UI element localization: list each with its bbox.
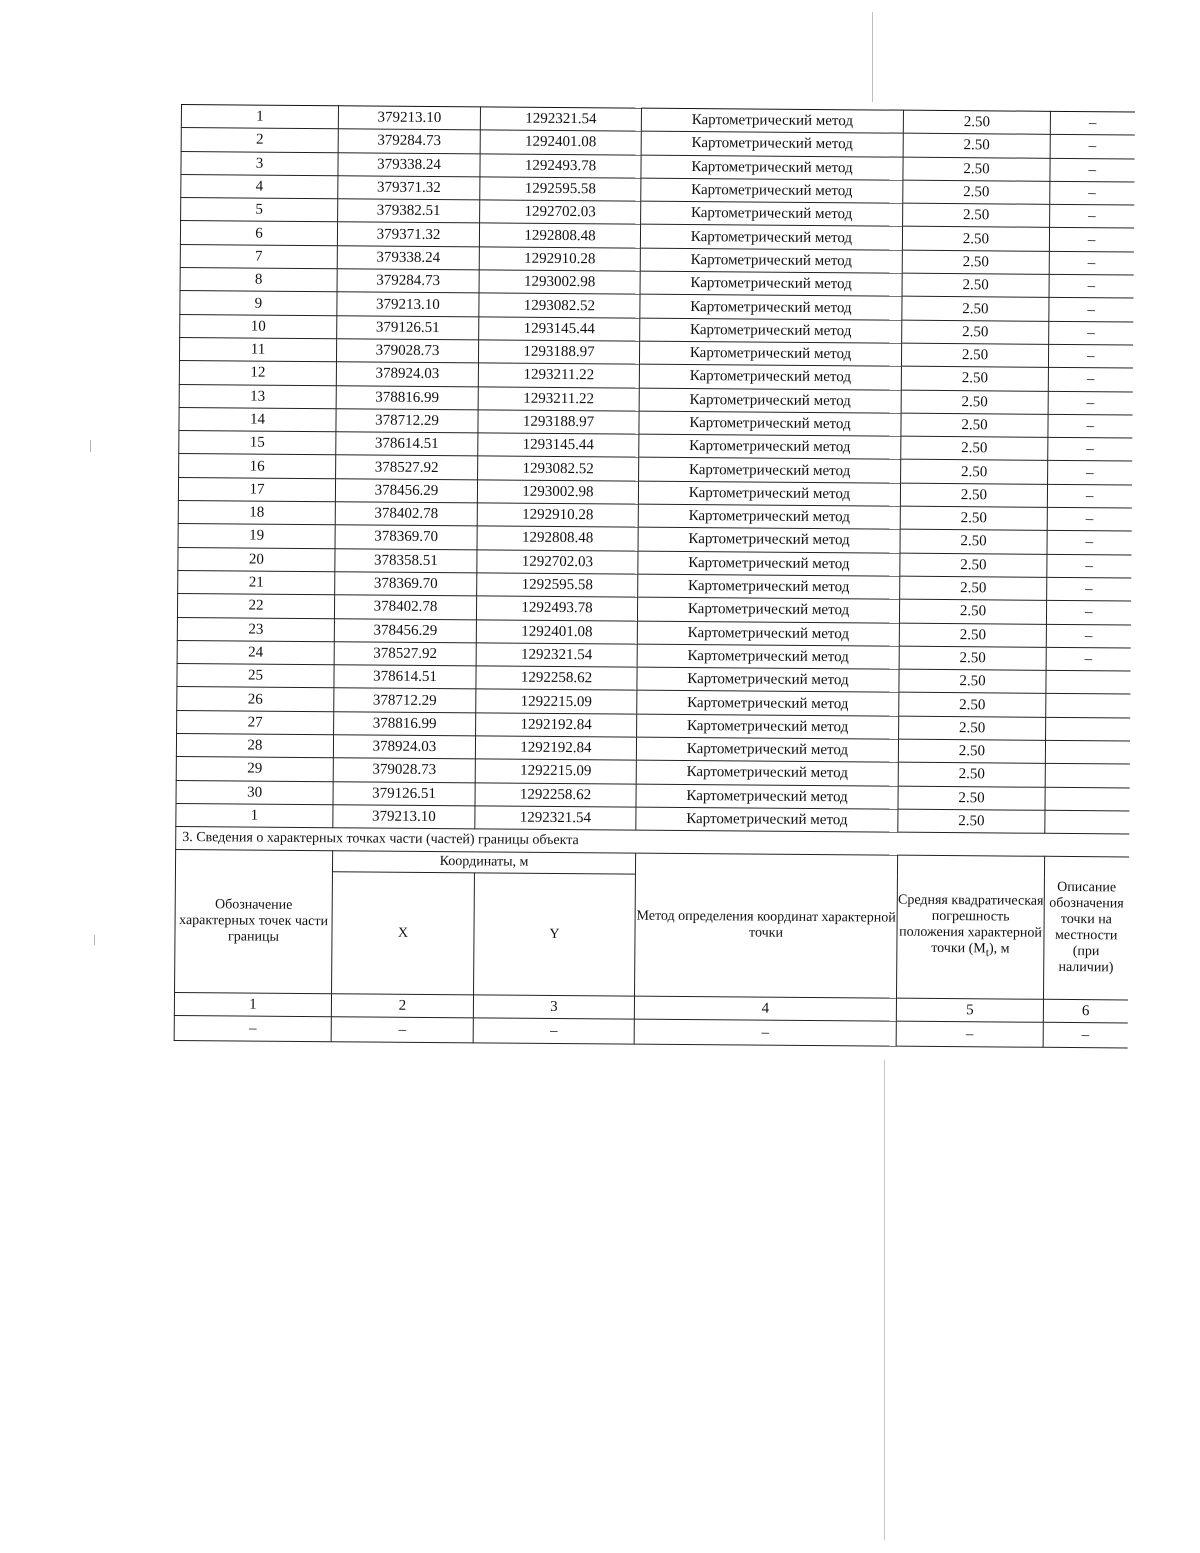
x-coordinate-cell: 378614.51: [336, 432, 478, 456]
method-cell: Картометрический метод: [641, 178, 903, 203]
coordinates-header: Координаты, м: [332, 851, 635, 874]
error-header-subscript: t: [985, 946, 990, 960]
point-number-cell: 30: [176, 780, 333, 805]
error-cell: 2.50: [903, 157, 1050, 181]
description-cell: –: [1050, 158, 1134, 182]
error-cell: 2.50: [899, 693, 1046, 717]
description-cell: –: [1046, 647, 1130, 671]
description-cell: –: [1048, 344, 1132, 368]
y-header: Y: [474, 873, 636, 996]
y-coordinate-cell: 1293188.97: [478, 410, 639, 435]
y-coordinate-cell: 1293082.52: [478, 456, 639, 481]
x-coordinate-cell: 379284.73: [338, 129, 480, 153]
value-cell: –: [331, 1017, 473, 1043]
method-cell: Картометрический метод: [637, 691, 899, 716]
points-table: [175, 104, 1134, 835]
point-number-cell: 1: [176, 803, 333, 828]
method-cell: Картометрический метод: [640, 248, 902, 273]
scan-artifact: [90, 440, 91, 452]
point-number-cell: 26: [177, 687, 334, 712]
point-number-cell: 7: [180, 244, 337, 269]
x-coordinate-cell: 379284.73: [337, 269, 479, 293]
column-number: 3: [473, 995, 634, 1019]
error-cell: 2.50: [900, 530, 1047, 554]
y-coordinate-cell: 1293002.98: [479, 270, 640, 295]
y-coordinate-cell: 1292258.62: [475, 782, 636, 807]
x-coordinate-cell: 378369.70: [335, 525, 477, 549]
description-cell: –: [1048, 391, 1132, 415]
x-coordinate-cell: 379338.24: [337, 246, 479, 270]
error-cell: 2.50: [902, 250, 1049, 274]
description-cell: –: [1050, 111, 1134, 135]
scan-artifact: [872, 12, 873, 102]
designation-header: Обозначение характерных точек части границы: [175, 850, 333, 994]
x-coordinate-cell: 379213.10: [333, 805, 475, 829]
error-cell: 2.50: [898, 762, 1045, 786]
error-header-text: Средняя квадратическая погрешность положения характерной точки (M: [897, 892, 1044, 957]
value-cell: –: [473, 1018, 634, 1044]
value-cell: –: [634, 1019, 896, 1046]
point-number-cell: 5: [181, 198, 338, 223]
point-number-cell: 10: [180, 314, 337, 339]
y-coordinate-cell: 1292493.78: [480, 153, 641, 178]
y-coordinate-cell: 1292702.03: [480, 200, 641, 225]
method-cell: Картометрический метод: [637, 597, 899, 622]
x-coordinate-cell: 378402.78: [334, 595, 476, 619]
description-cell: –: [1049, 274, 1133, 298]
x-coordinate-cell: 378527.92: [336, 455, 478, 479]
y-coordinate-cell: 1292808.48: [479, 223, 640, 248]
point-number-cell: 12: [179, 361, 336, 386]
method-cell: Картометрический метод: [639, 411, 901, 436]
description-cell: –: [1047, 531, 1131, 555]
method-cell: Картометрический метод: [639, 388, 901, 413]
method-cell: Картометрический метод: [638, 527, 900, 552]
x-coordinate-cell: 379213.10: [337, 292, 479, 316]
error-cell: 2.50: [901, 366, 1048, 390]
method-cell: Картометрический метод: [637, 667, 899, 692]
column-number: 5: [896, 998, 1043, 1022]
error-cell: 2.50: [900, 553, 1047, 577]
x-coordinate-cell: 378456.29: [334, 618, 476, 642]
x-coordinate-cell: 379126.51: [333, 781, 475, 805]
y-coordinate-cell: 1293145.44: [478, 433, 639, 458]
error-cell: 2.50: [903, 110, 1050, 134]
method-cell: Картометрический метод: [639, 434, 901, 459]
error-cell: 2.50: [900, 483, 1047, 507]
method-cell: Картометрический метод: [640, 271, 902, 296]
description-cell: –: [1049, 251, 1133, 275]
section-3-title: 3. Сведения о характерных точках части (частей) границы объекта: [175, 827, 1128, 856]
y-coordinate-cell: 1292401.08: [480, 130, 641, 155]
y-coordinate-cell: 1292595.58: [477, 573, 638, 598]
value-cell: –: [1043, 1023, 1127, 1049]
description-cell: –: [1047, 484, 1131, 508]
error-cell: 2.50: [899, 669, 1046, 693]
method-cell: Картометрический метод: [641, 108, 903, 133]
error-cell: 2.50: [898, 809, 1045, 833]
error-cell: 2.50: [903, 203, 1050, 227]
y-coordinate-cell: 1292321.54: [480, 107, 641, 132]
description-cell: –: [1049, 321, 1133, 345]
method-cell: Картометрический метод: [636, 737, 898, 762]
description-cell: [1045, 764, 1129, 788]
point-number-cell: 23: [177, 617, 334, 642]
description-cell: –: [1049, 298, 1133, 322]
method-cell: Картометрический метод: [640, 294, 902, 319]
description-cell: [1046, 694, 1130, 718]
point-number-cell: 6: [180, 221, 337, 246]
method-cell: Картометрический метод: [638, 574, 900, 599]
description-cell: [1045, 810, 1129, 834]
x-coordinate-cell: 378456.29: [335, 478, 477, 502]
y-coordinate-cell: 1292215.09: [476, 689, 637, 714]
method-cell: Картометрический метод: [636, 784, 898, 809]
scan-artifact: [94, 935, 95, 945]
point-number-cell: 13: [179, 384, 336, 409]
y-coordinate-cell: 1292215.09: [475, 759, 636, 784]
y-coordinate-cell: 1292321.54: [475, 806, 636, 831]
point-number-cell: 11: [179, 337, 336, 362]
method-cell: Картометрический метод: [636, 807, 898, 832]
error-cell: 2.50: [902, 227, 1049, 251]
method-cell: Картометрический метод: [638, 504, 900, 529]
error-header: [896, 855, 1044, 999]
method-cell: Картометрический метод: [640, 225, 902, 250]
description-cell: –: [1048, 414, 1132, 438]
x-coordinate-cell: 379028.73: [333, 758, 475, 782]
point-number-cell: 25: [177, 664, 334, 689]
description-cell: –: [1047, 577, 1131, 601]
y-coordinate-cell: 1293188.97: [478, 340, 639, 365]
point-number-cell: 8: [180, 268, 337, 293]
error-cell: 2.50: [901, 390, 1048, 414]
description-cell: –: [1048, 437, 1132, 461]
x-coordinate-cell: 378712.29: [336, 409, 478, 433]
point-number-cell: 22: [177, 594, 334, 619]
error-cell: 2.50: [901, 413, 1048, 437]
x-coordinate-cell: 378816.99: [336, 385, 478, 409]
method-header: Метод определения координат характерной точки: [635, 853, 898, 998]
point-number-cell: 28: [176, 734, 333, 759]
method-cell: Картометрический метод: [640, 318, 902, 343]
column-number: 2: [331, 994, 473, 1018]
method-cell: Картометрический метод: [637, 714, 899, 739]
x-coordinate-cell: 379382.51: [338, 199, 480, 223]
description-cell: –: [1047, 554, 1131, 578]
x-coordinate-cell: 378924.03: [336, 362, 478, 386]
point-number-cell: 14: [179, 407, 336, 432]
error-cell: 2.50: [899, 599, 1046, 623]
y-coordinate-cell: 1292910.28: [479, 247, 640, 272]
column-number: 1: [174, 993, 331, 1017]
column-number: 6: [1043, 1000, 1127, 1024]
column-number: 4: [634, 996, 896, 1021]
error-cell: 2.50: [899, 716, 1046, 740]
document-sheet: [174, 104, 1134, 1049]
point-number-cell: 15: [179, 431, 336, 456]
x-header: X: [332, 872, 475, 995]
x-coordinate-cell: 378614.51: [334, 665, 476, 689]
x-coordinate-cell: 378816.99: [334, 711, 476, 735]
method-cell: Картометрический метод: [641, 131, 903, 156]
point-number-cell: 29: [176, 757, 333, 782]
y-coordinate-cell: 1292808.48: [477, 526, 638, 551]
y-coordinate-cell: 1292493.78: [476, 596, 637, 621]
error-cell: 2.50: [898, 739, 1045, 763]
y-coordinate-cell: 1292401.08: [476, 619, 637, 644]
description-cell: –: [1048, 368, 1132, 392]
value-cell: –: [896, 1021, 1043, 1047]
y-coordinate-cell: 1293082.52: [479, 293, 640, 318]
point-number-cell: 20: [178, 547, 335, 572]
error-cell: 2.50: [902, 273, 1049, 297]
method-cell: Картометрический метод: [639, 341, 901, 366]
x-coordinate-cell: 378924.03: [333, 735, 475, 759]
y-coordinate-cell: 1292321.54: [476, 643, 637, 668]
description-cell: [1045, 740, 1129, 764]
y-coordinate-cell: 1293145.44: [479, 317, 640, 342]
x-coordinate-cell: 379126.51: [337, 315, 479, 339]
error-cell: 2.50: [899, 646, 1046, 670]
error-header-unit: ), м: [988, 941, 1010, 957]
x-coordinate-cell: 378712.29: [334, 688, 476, 712]
description-cell: –: [1050, 135, 1134, 159]
method-cell: Картометрический метод: [638, 551, 900, 576]
method-cell: Картометрический метод: [637, 644, 899, 669]
method-cell: Картометрический метод: [636, 760, 898, 785]
x-coordinate-cell: 379371.32: [338, 176, 480, 200]
scan-artifact: [884, 1060, 885, 1540]
x-coordinate-cell: 379213.10: [338, 106, 480, 130]
error-cell: 2.50: [901, 460, 1048, 484]
error-cell: 2.50: [901, 343, 1048, 367]
method-cell: Картометрический метод: [641, 201, 903, 226]
x-coordinate-cell: 378369.70: [335, 572, 477, 596]
y-coordinate-cell: 1292910.28: [477, 503, 638, 528]
y-coordinate-cell: 1293211.22: [478, 363, 639, 388]
y-coordinate-cell: 1292192.84: [476, 713, 637, 738]
y-coordinate-cell: 1293211.22: [478, 386, 639, 411]
points-table-body: [176, 105, 1135, 835]
point-number-cell: 27: [177, 710, 334, 735]
error-cell: 2.50: [900, 506, 1047, 530]
method-cell: Картометрический метод: [641, 155, 903, 180]
point-number-cell: 1: [181, 105, 338, 130]
point-number-cell: 24: [177, 640, 334, 665]
method-cell: Картометрический метод: [639, 458, 901, 483]
point-number-cell: 18: [178, 501, 335, 526]
method-cell: Картометрический метод: [637, 621, 899, 646]
description-cell: –: [1050, 181, 1134, 205]
x-coordinate-cell: 378358.51: [335, 548, 477, 572]
point-number-cell: 21: [178, 570, 335, 595]
y-coordinate-cell: 1292595.58: [480, 177, 641, 202]
error-cell: 2.50: [902, 320, 1049, 344]
x-coordinate-cell: 378402.78: [335, 502, 477, 526]
x-coordinate-cell: 379371.32: [337, 222, 479, 246]
error-cell: 2.50: [903, 133, 1050, 157]
description-header: Описание обозначения точки на местности (при наличии): [1043, 857, 1128, 1001]
y-coordinate-cell: 1292702.03: [477, 549, 638, 574]
point-number-cell: 9: [180, 291, 337, 316]
method-cell: Картометрический метод: [638, 481, 900, 506]
description-cell: –: [1046, 601, 1130, 625]
y-coordinate-cell: 1292258.62: [476, 666, 637, 691]
point-number-cell: 17: [178, 477, 335, 502]
method-cell: Картометрический метод: [639, 364, 901, 389]
description-cell: –: [1050, 205, 1134, 229]
description-cell: [1046, 717, 1130, 741]
error-cell: 2.50: [899, 623, 1046, 647]
point-number-cell: 3: [181, 151, 338, 176]
error-cell: 2.50: [898, 786, 1045, 810]
error-cell: 2.50: [903, 180, 1050, 204]
error-cell: 2.50: [900, 576, 1047, 600]
value-cell: –: [174, 1016, 331, 1042]
description-cell: –: [1049, 228, 1133, 252]
x-coordinate-cell: 379028.73: [336, 339, 478, 363]
error-cell: 2.50: [901, 436, 1048, 460]
description-cell: [1045, 787, 1129, 811]
point-number-cell: 2: [181, 128, 338, 153]
x-coordinate-cell: 378527.92: [334, 642, 476, 666]
y-coordinate-cell: 1292192.84: [475, 736, 636, 761]
description-cell: –: [1047, 507, 1131, 531]
description-cell: [1046, 670, 1130, 694]
description-cell: –: [1046, 624, 1130, 648]
point-number-cell: 16: [179, 454, 336, 479]
y-coordinate-cell: 1293002.98: [477, 480, 638, 505]
section-3-table: [174, 849, 1129, 1048]
error-cell: 2.50: [902, 297, 1049, 321]
x-coordinate-cell: 379338.24: [338, 152, 480, 176]
point-number-cell: 19: [178, 524, 335, 549]
point-number-cell: 4: [181, 174, 338, 199]
description-cell: –: [1048, 461, 1132, 485]
